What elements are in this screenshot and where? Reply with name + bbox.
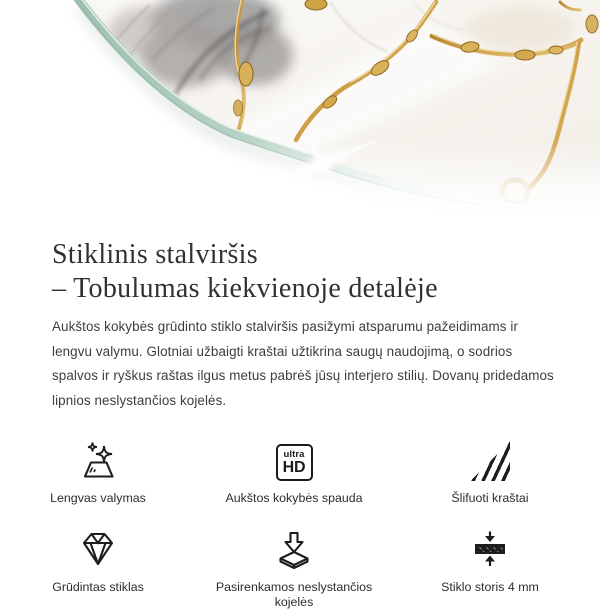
arrow-into-pad-icon	[273, 528, 315, 570]
diamond-icon	[77, 528, 119, 570]
striped-triangle-icon	[470, 441, 510, 481]
page-title-line1: Stiklinis stalviršis	[52, 239, 258, 270]
thickness-gauge-icon	[469, 528, 511, 570]
bottom-fade	[0, 140, 600, 232]
feature-grid	[0, 439, 600, 610]
feature-polished-edges	[392, 439, 588, 506]
feature-label: Lengvas valymas	[50, 491, 146, 506]
feature-easy-cleaning	[0, 439, 196, 506]
product-description: Aukštos kokybės grūdinto stiklo stalviršis pasižymi atsparumu pažeidimams ir lengvu valymu. Glotniai užbaigti kraštai užtikrina saugų naudojimą, o sodrios spalvos ir ryškus raštas ilgus metus pabrėš jūsų interjero stilių. Dovanų pridedamos lipnios neslystančios kojelės.	[52, 319, 554, 408]
feature-print-quality	[196, 439, 392, 506]
page-title-line2: – Tobulumas kiekvienoje detalėje	[52, 273, 438, 304]
feature-label: Šlifuoti kraštai	[451, 491, 529, 506]
feature-non-slip-feet	[196, 528, 392, 610]
feature-label: Stiklo storis 4 mm	[441, 580, 539, 595]
feature-tempered-glass	[0, 528, 196, 610]
badge-text-ultra: ultra	[283, 449, 305, 461]
feature-glass-thickness	[392, 528, 588, 610]
feature-label: Aukštos kokybės spauda	[225, 491, 363, 506]
feature-label: Pasirenkamos neslystančios kojelės	[215, 580, 373, 610]
feature-label: Grūdintas stiklas	[52, 580, 144, 595]
ultra-hd-badge-icon	[276, 444, 313, 481]
badge-text-hd: HD	[282, 459, 306, 477]
page-title	[52, 238, 600, 306]
sparkle-surface-icon	[77, 439, 119, 481]
hero-product-image	[0, 0, 600, 232]
glass-tabletop-illustration	[0, 0, 600, 232]
